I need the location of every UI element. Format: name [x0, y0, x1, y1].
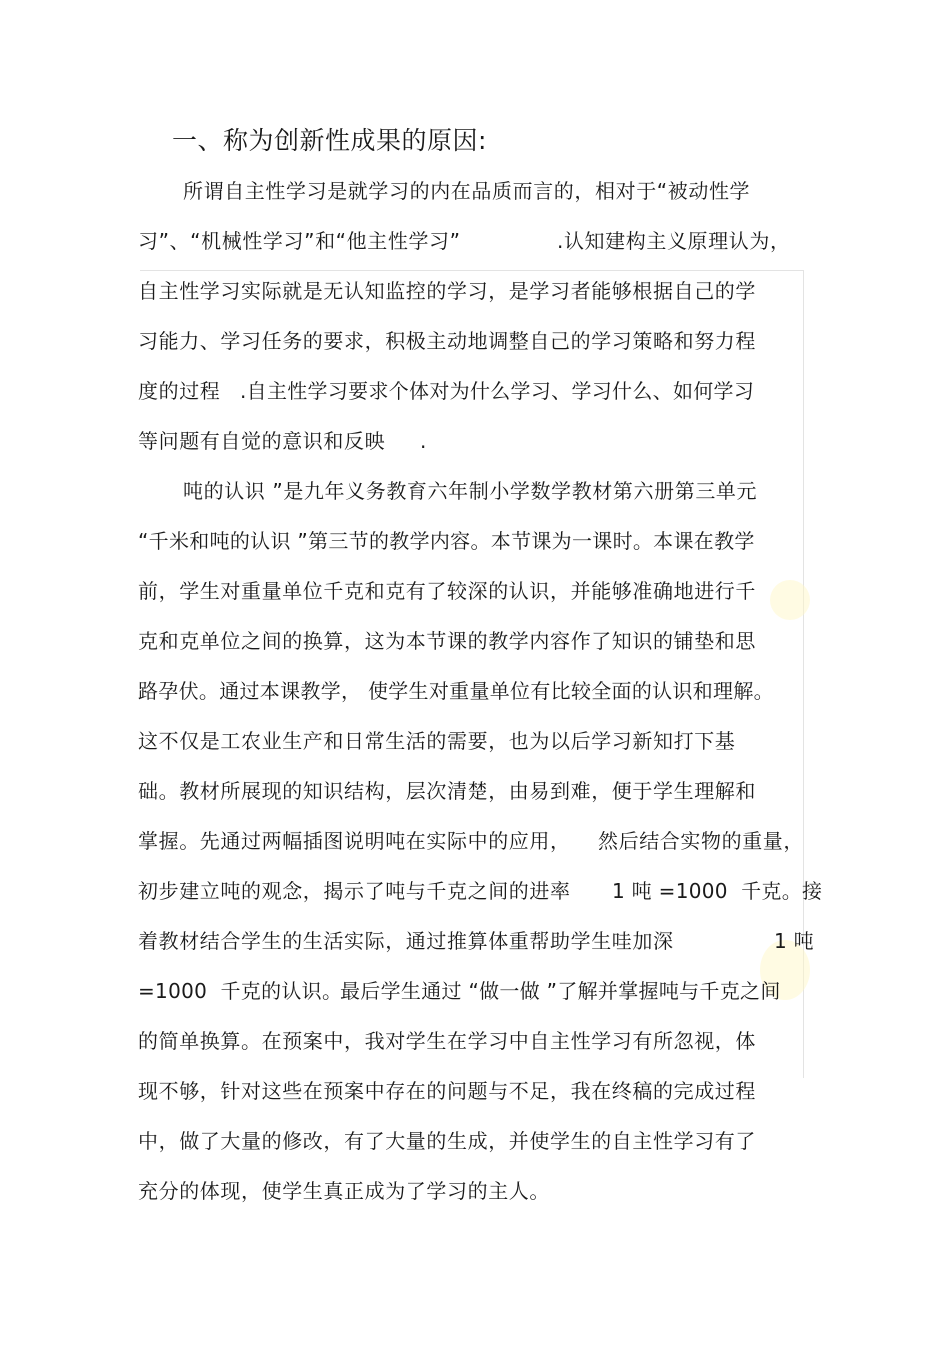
text-line — [138, 776, 756, 806]
text-line — [138, 426, 385, 456]
text-line — [774, 926, 814, 956]
text-line — [183, 476, 757, 506]
text-line — [183, 176, 750, 206]
text-line — [340, 976, 781, 1006]
text-segment: 掌握。先通过两幅插图说明吨在实际中的应用， — [138, 829, 571, 853]
text-segment: 充分的体现，使学生真正成为了学习的主人。 — [138, 1179, 550, 1203]
text-segment: 初步建立吨的观念，揭示了吨与千克之间的进率 — [138, 879, 571, 903]
text-line — [138, 326, 756, 356]
text-segment: 路孕伏。通过本课教学， 使学生对重量单位有比较全面的认识和理解。 — [138, 679, 774, 703]
text-segment: 等问题有自觉的意识和反映 — [138, 429, 386, 453]
text-segment: 础。教材所展现的知识结构，层次清楚，由易到难，便于学生理解和 — [138, 779, 756, 803]
text-segment: 最后学生通过 “做一做 ”了解并掌握吨与千克之间 — [340, 979, 781, 1003]
section-heading: 一、称为创新性成果的原因: — [172, 126, 487, 155]
text-line — [138, 726, 735, 756]
text-segment: 自主性学习实际就是无认知监控的学习，是学习者能够根据自己的学 — [138, 279, 756, 303]
text-segment: 克和克单位之间的换算，这为本节课的教学内容作了知识的铺垫和思 — [138, 629, 756, 653]
text-line — [138, 1076, 756, 1106]
text-line — [138, 526, 755, 556]
text-line — [138, 276, 756, 306]
text-line — [138, 926, 674, 956]
text-line — [138, 1176, 550, 1206]
text-line — [138, 876, 571, 906]
text-line — [138, 626, 756, 656]
text-segment: 习”、“机械性学习”和“他主性学习” — [138, 229, 461, 253]
text-segment: . — [420, 429, 427, 453]
frame-top-border — [140, 270, 804, 271]
text-segment: 所谓自主性学习是就学习的内在品质而言的，相对于“被动性学 — [183, 179, 751, 203]
text-line — [138, 976, 342, 1006]
text-line — [598, 826, 804, 856]
text-line — [612, 876, 822, 906]
text-line — [420, 426, 427, 456]
text-line — [240, 376, 754, 406]
text-segment: 现不够，针对这些在预案中存在的问题与不足，我在终稿的完成过程 — [138, 1079, 756, 1103]
text-segment: .认知建构主义原理认为， — [557, 229, 791, 253]
text-line — [138, 226, 461, 256]
paper-stain — [770, 580, 810, 620]
text-line — [138, 576, 756, 606]
text-segment: “千米和吨的认识 ”第三节的教学内容。本节课为一课时。本课在教学 — [138, 529, 755, 553]
text-segment: 的简单换算。在预案中，我对学生在学习中自主性学习有所忽视，体 — [138, 1029, 756, 1053]
text-segment: 中，做了大量的修改，有了大量的生成，并使学生的自主性学习有了 — [138, 1129, 756, 1153]
text-segment: 度的过程 — [138, 379, 221, 403]
text-segment: =1000 千克的认识。 — [138, 979, 343, 1003]
text-segment: 吨的认识 ”是九年义务教育六年制小学数学教材第六册第三单元 — [183, 479, 758, 503]
text-segment: 着教材结合学生的生活实际，通过推算体重帮助学生哇加深 — [138, 929, 674, 953]
text-line — [138, 376, 220, 406]
text-segment: 这不仅是工农业生产和日常生活的需要，也为以后学习新知打下基 — [138, 729, 736, 753]
text-segment: 习能力、学习任务的要求，积极主动地调整自己的学习策略和努力程 — [138, 329, 756, 353]
text-line — [138, 826, 571, 856]
text-line — [138, 1026, 756, 1056]
text-segment: .自主性学习要求个体对为什么学习、学习什么、如何学习 — [240, 379, 755, 403]
text-segment: 1 吨 — [774, 929, 814, 953]
text-segment: 前，学生对重量单位千克和克有了较深的认识，并能够准确地进行千 — [138, 579, 756, 603]
text-segment: 然后结合实物的重量， — [598, 829, 804, 853]
text-line — [138, 676, 774, 706]
text-line — [138, 1126, 756, 1156]
text-segment: 1 吨 =1000 千克。接 — [612, 879, 823, 903]
text-line — [557, 226, 791, 256]
